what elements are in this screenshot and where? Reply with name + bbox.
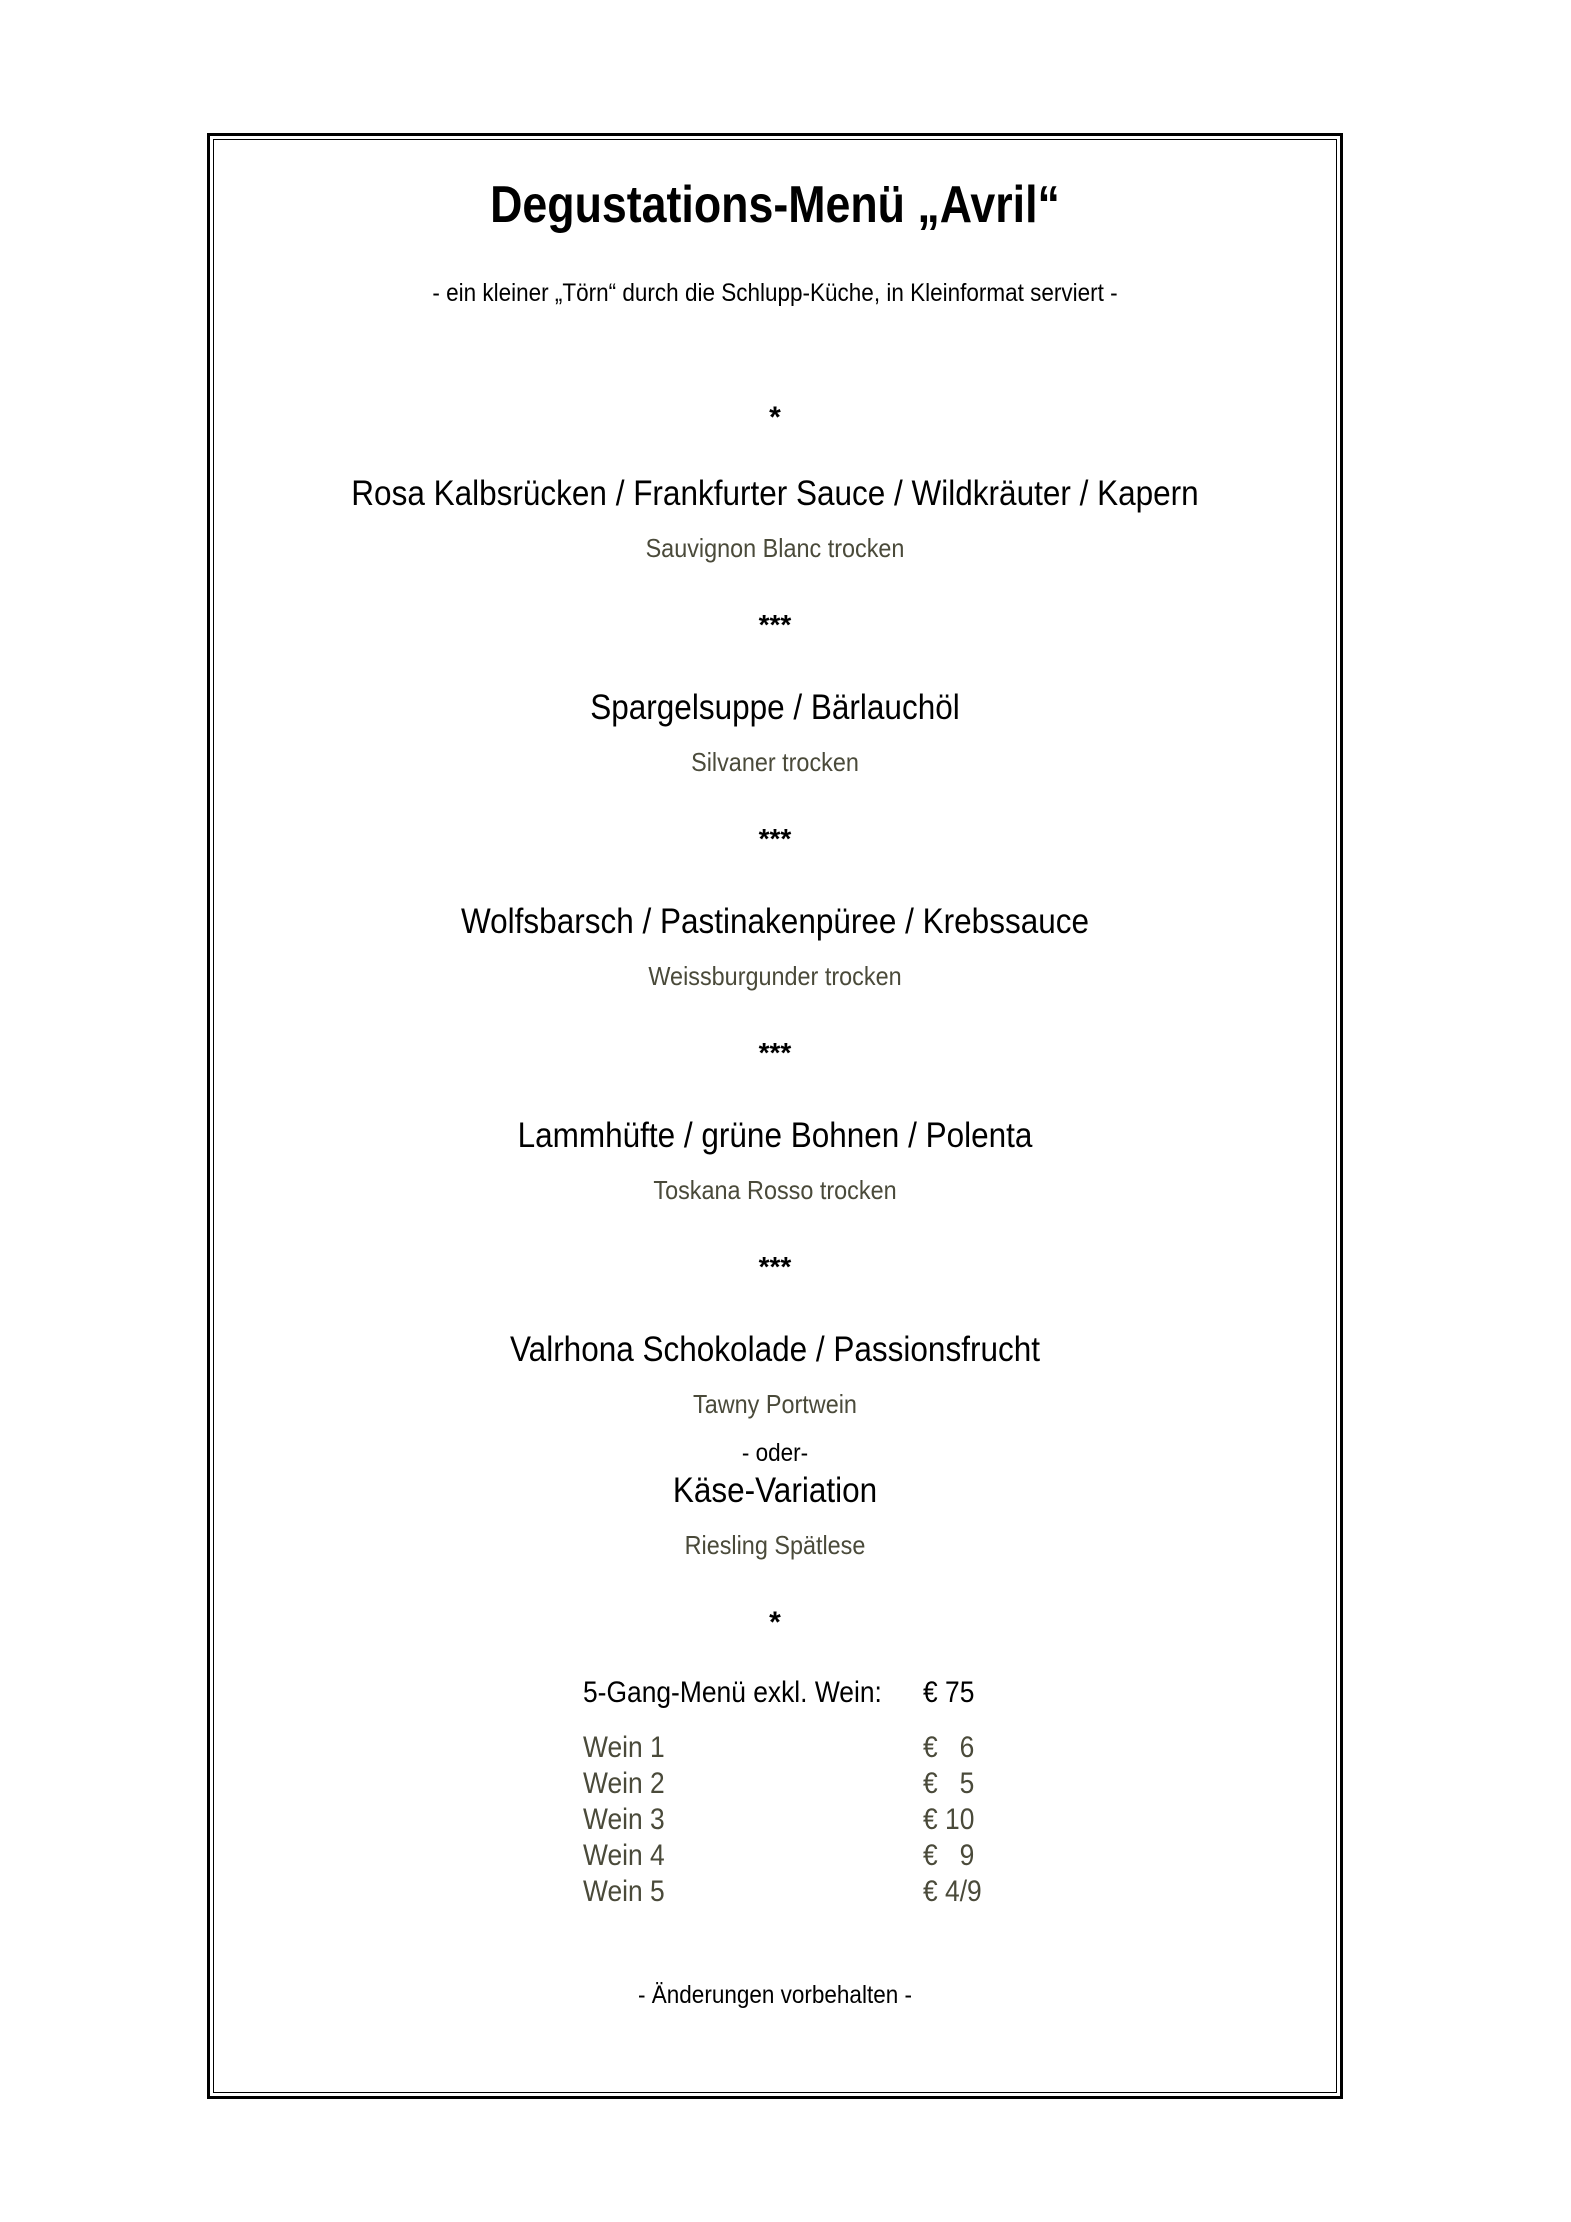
menu-price-value: € 75: [923, 1676, 975, 1709]
alternative-wine: Riesling Spätlese: [684, 1530, 866, 1560]
separator-3: ***: [758, 1037, 792, 1068]
wine-3-label: Wein 3: [583, 1803, 665, 1836]
alternative-or-label: - oder-: [741, 1439, 809, 1467]
wine-5-label: Wein 5: [583, 1875, 665, 1908]
separator-2: ***: [758, 823, 792, 854]
course-5-dish: Valrhona Schokolade / Passionsfrucht: [510, 1330, 1040, 1369]
wine-3-price: € 10: [923, 1803, 975, 1836]
footer-note: - Änderungen vorbehalten -: [638, 1981, 912, 2009]
course-2-dish: Spargelsuppe / Bärlauchöl: [590, 688, 960, 727]
wine-1-label: Wein 1: [583, 1731, 665, 1764]
wine-5-price: € 4/9: [923, 1875, 982, 1908]
course-1-wine: Sauvignon Blanc trocken: [645, 533, 905, 563]
separator-top: *: [769, 401, 781, 434]
course-3-dish: Wolfsbarsch / Pastinakenpüree / Krebssauce: [460, 902, 1090, 941]
wine-2-label: Wein 2: [583, 1767, 665, 1800]
separator-4: ***: [758, 1251, 792, 1282]
menu-card: [213, 139, 1337, 2093]
separator-1: ***: [758, 609, 792, 640]
menu-subtitle: - ein kleiner „Törn“ durch die Schlupp-Küche, in Kleinformat serviert -: [432, 279, 1118, 307]
menu-title: Degustations-Menü „Avril“: [490, 176, 1060, 234]
course-4-dish: Lammhüfte / grüne Bohnen / Polenta: [517, 1116, 1033, 1155]
separator-bottom: *: [769, 1606, 781, 1639]
course-1-dish: Rosa Kalbsrücken / Frankfurter Sauce / Wildkräuter / Kapern: [351, 474, 1199, 513]
course-4-wine: Toskana Rosso trocken: [653, 1175, 897, 1205]
wine-4-price: € 9: [923, 1839, 975, 1872]
wine-1-price: € 6: [923, 1731, 975, 1764]
menu-price-label: 5-Gang-Menü exkl. Wein:: [583, 1676, 882, 1709]
course-5-wine: Tawny Portwein: [693, 1389, 857, 1419]
wine-4-label: Wein 4: [583, 1839, 665, 1872]
wine-2-price: € 5: [923, 1767, 975, 1800]
course-2-wine: Silvaner trocken: [691, 747, 859, 777]
course-3-wine: Weissburgunder trocken: [648, 961, 902, 991]
alternative-dish: Käse-Variation: [672, 1471, 878, 1510]
